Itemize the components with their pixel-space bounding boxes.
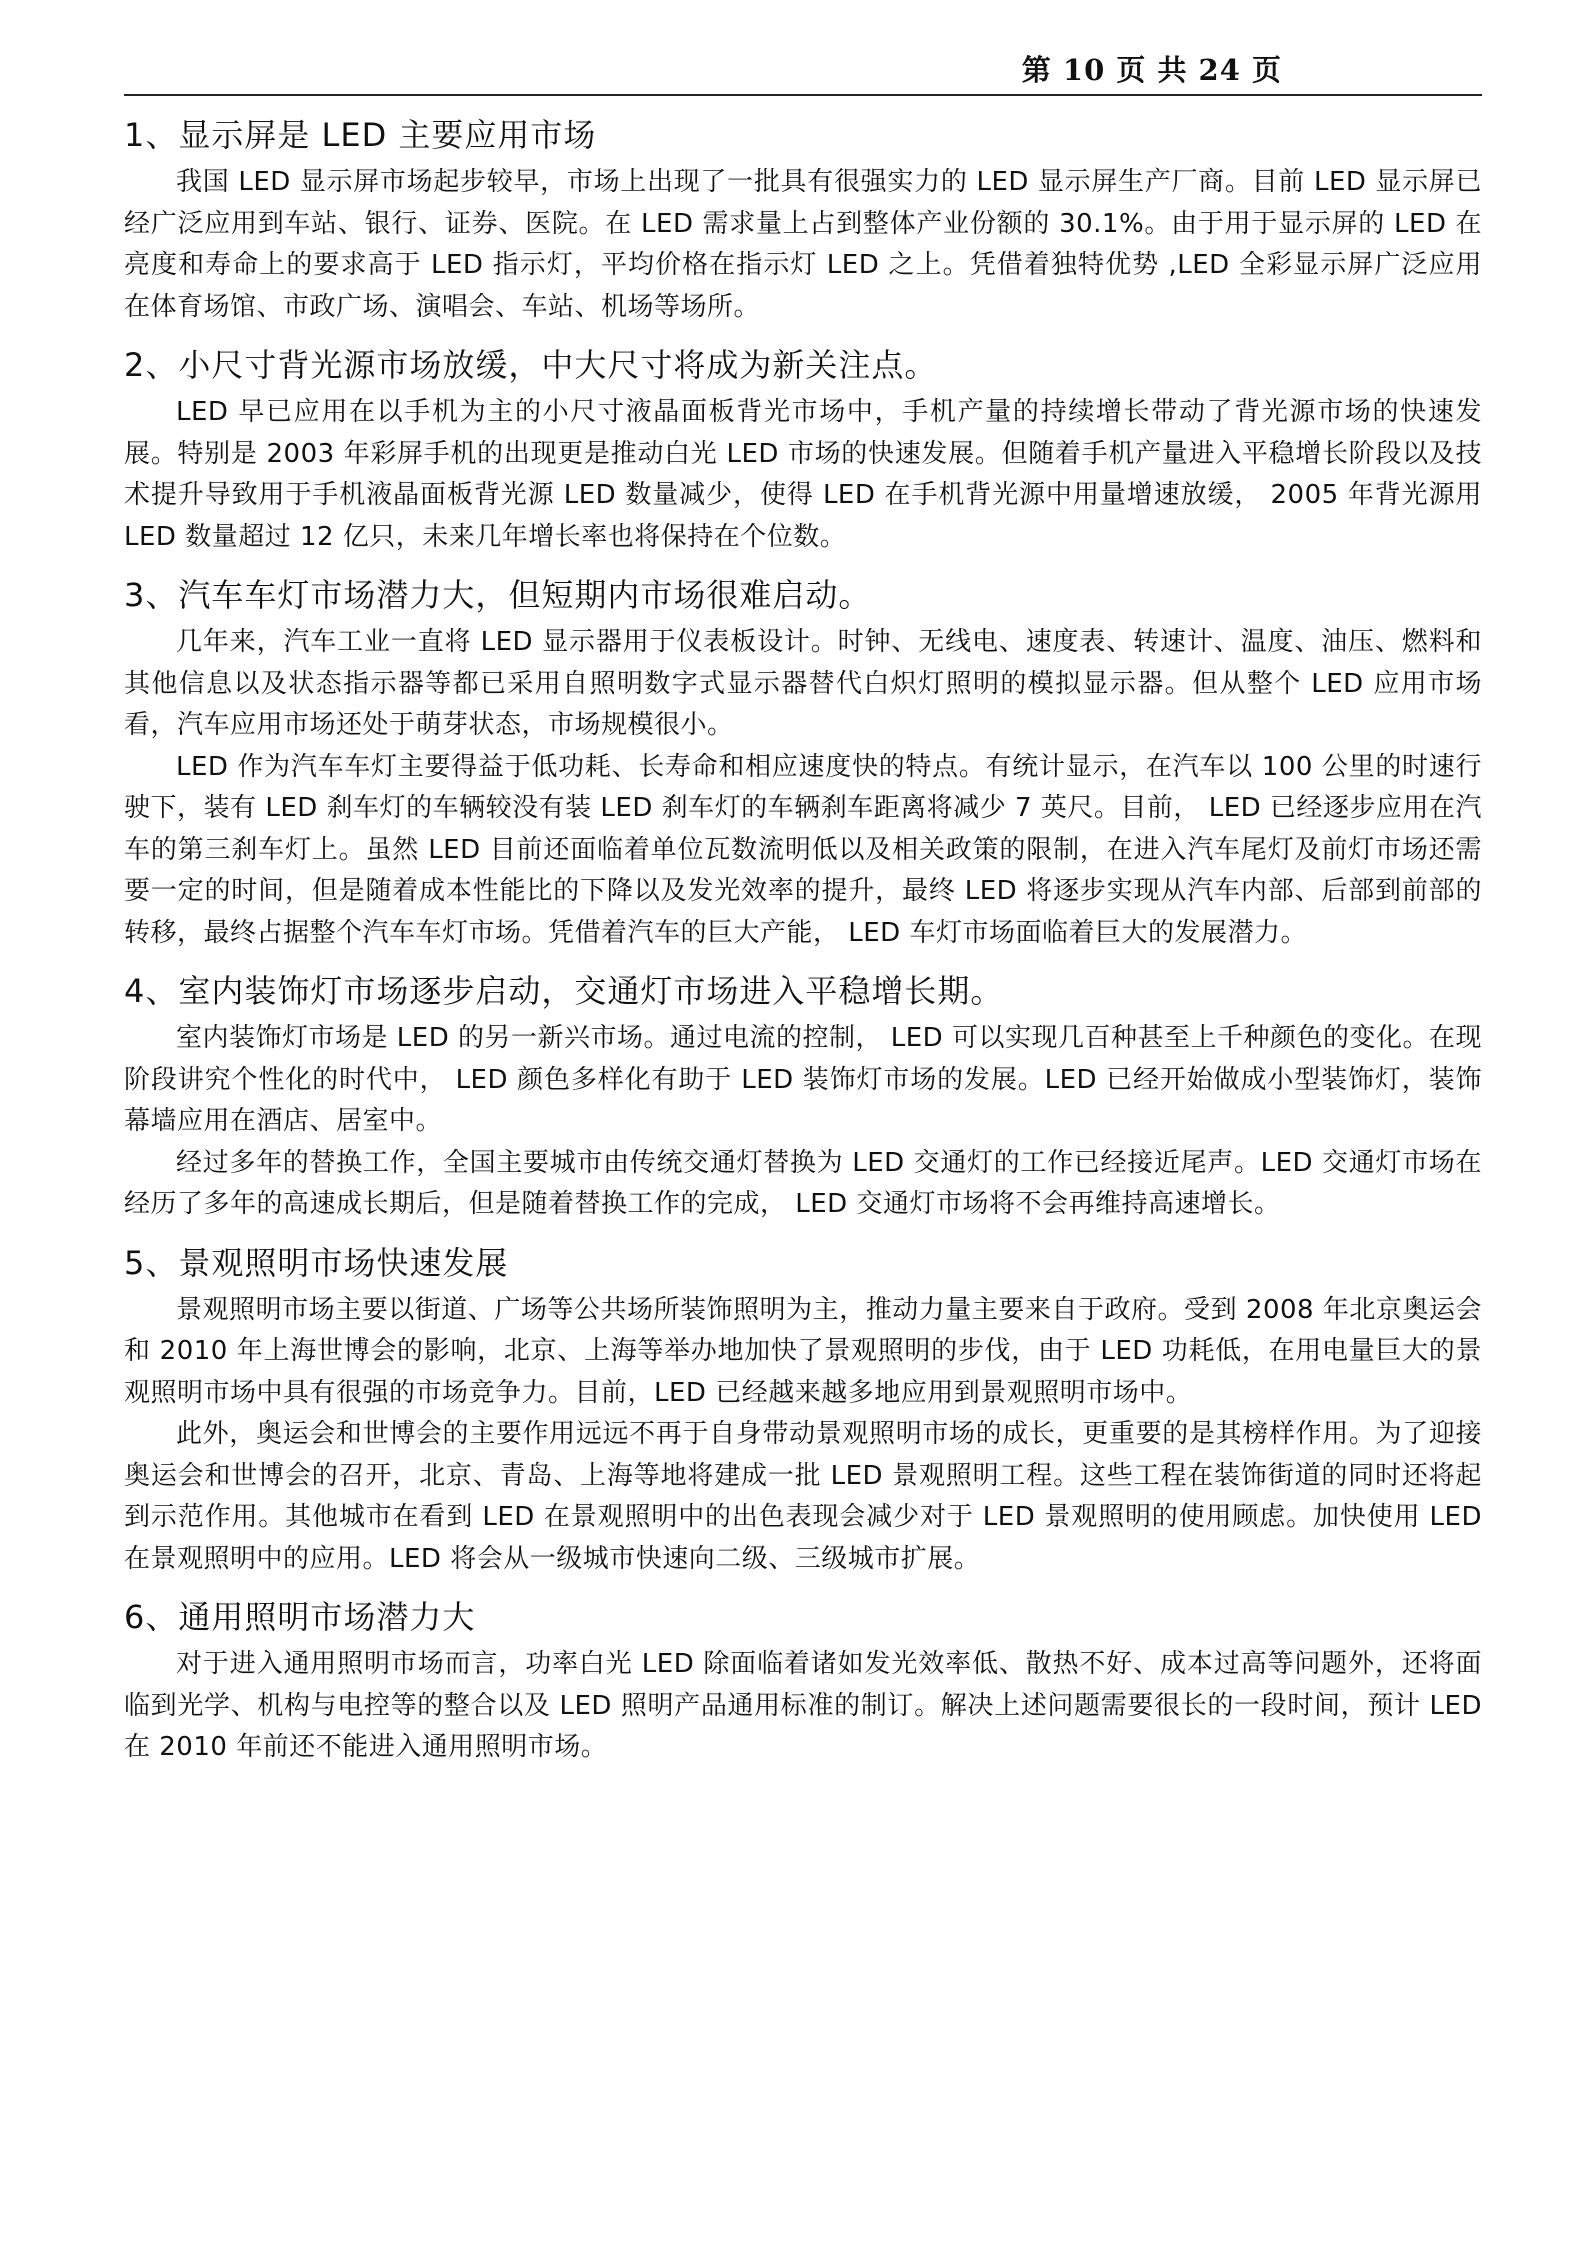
section-general-lighting [124,1590,1482,1769]
section-heading: 1、显示屏是 LED 主要应用市场 [124,116,597,154]
paragraph: 几年来，汽车工业一直将 LED 显示器用于仪表板设计。时钟、无线电、速度表、转速计、温度、油压、燃料和其他信息以及状态指示器等都已采用自照明数字式显示器替代白炽灯照明的模拟显示器。但从整个 LED 应用市场看，汽车应用市场还处于萌芽状态，市场规模很小。 [124,627,1482,740]
section-heading: 6、通用照明市场潜力大 [124,1598,476,1636]
paragraph: LED 作为汽车车灯主要得益于低功耗、长寿命和相应速度快的特点。有统计显示，在汽车以 100 公里的时速行驶下，装有 LED 刹车灯的车辆较没有装 LED 刹车灯的车辆刹车距离将减少 7 英尺。目前， LED 已经逐步应用在汽车的第三刹车灯上。虽然 LED 目前还面临着单位瓦数流明低以及相关政策的限制，在进入汽车尾灯及前灯市场还需要一定的时间，但是随着成本性能比的下降以及发光效率的提升，最终 LED 将逐步实现从汽车内部、后部到前部的转移，最终占据整个汽车车灯市场。凭借着汽车的巨大产能， LED 车灯市场面临着巨大的发展潜力。 [124,751,1482,948]
paragraph: LED 早已应用在以手机为主的小尺寸液晶面板背光市场中，手机产量的持续增长带动了背光源市场的快速发展。特别是 2003 年彩屏手机的出现更是推动白光 LED 市场的快速发展。但随着手机产量进入平稳增长阶段以及技术提升导致用于手机液晶面板背光源 LED 数量减少，使得 LED 在手机背光源中用量增速放缓， 2005 年背光源用 LED 数量超过 12 亿只，未来几年增长率也将保持在个位数。 [124,397,1482,552]
document-page [124,0,1482,2252]
section-display-screen [124,108,1482,328]
page-header [124,44,1482,96]
section-decorative-traffic-lights [124,964,1482,1226]
section-heading: 5、景观照明市场快速发展 [124,1243,509,1282]
page-number: 第 10 页 共 24 页 [1021,53,1282,87]
document-body [124,108,1482,1769]
section-automotive-lighting [124,568,1482,954]
paragraph: 景观照明市场主要以街道、广场等公共场所装饰照明为主，推动力量主要来自于政府。受到 2008 年北京奥运会和 2010 年上海世博会的影响，北京、上海等举办地加快了景观照明的步伐，由于 LED 功耗低，在用电量巨大的景观照明市场中具有很强的市场竞争力。目前，LED 已经越来越多地应用到景观照明市场中。 [124,1294,1482,1408]
section-backlight [124,338,1482,558]
section-landscape-lighting [124,1236,1482,1581]
paragraph: 经过多年的替换工作，全国主要城市由传统交通灯替换为 LED 交通灯的工作已经接近尾声。LED 交通灯市场在经历了多年的高速成长期后，但是随着替换工作的完成， LED 交通灯市场将不会再维持高速增长。 [124,1147,1482,1219]
section-heading: 2、小尺寸背光源市场放缓，中大尺寸将成为新关注点。 [124,346,938,384]
paragraph: 我国 LED 显示屏市场起步较早，市场上出现了一批具有很强实力的 LED 显示屏生产厂商。目前 LED 显示屏已经广泛应用到车站、银行、证券、医院。在 LED 需求量上占到整体产业份额的 30.1%。由于用于显示屏的 LED 在亮度和寿命上的要求高于 LED 指示灯，平均价格在指示灯 LED 之上。凭借着独特优势 ,LED 全彩显示屏广泛应用在体育场馆、市政广场、演唱会、车站、机场等场所。 [124,167,1482,322]
paragraph: 对于进入通用照明市场而言，功率白光 LED 除面临着诸如发光效率低、散热不好、成本过高等问题外，还将面临到光学、机构与电控等的整合以及 LED 照明产品通用标准的制订。解决上述问题需要很长的一段时间，预计 LED 在 2010 年前还不能进入通用照明市场。 [124,1649,1482,1762]
section-heading: 3、汽车车灯市场潜力大，但短期内市场很难启动。 [124,576,872,614]
section-heading: 4、室内装饰灯市场逐步启动，交通灯市场进入平稳增长期。 [124,972,1004,1010]
paragraph: 室内装饰灯市场是 LED 的另一新兴市场。通过电流的控制， LED 可以实现几百种甚至上千种颜色的变化。在现阶段讲究个性化的时代中， LED 颜色多样化有助于 LED 装饰灯市场的发展。LED 已经开始做成小型装饰灯，装饰幕墙应用在酒店、居室中。 [124,1023,1482,1136]
paragraph: 此外，奥运会和世博会的主要作用远远不再于自身带动景观照明市场的成长，更重要的是其榜样作用。为了迎接奥运会和世博会的召开，北京、青岛、上海等地将建成一批 LED 景观照明工程。这些工程在装饰街道的同时还将起到示范作用。其他城市在看到 LED 在景观照明中的出色表现会减少对于 LED 景观照明的使用顾虑。加快使用 LED 在景观照明中的应用。LED 将会从一级城市快速向二级、三级城市扩展。 [124,1419,1482,1574]
